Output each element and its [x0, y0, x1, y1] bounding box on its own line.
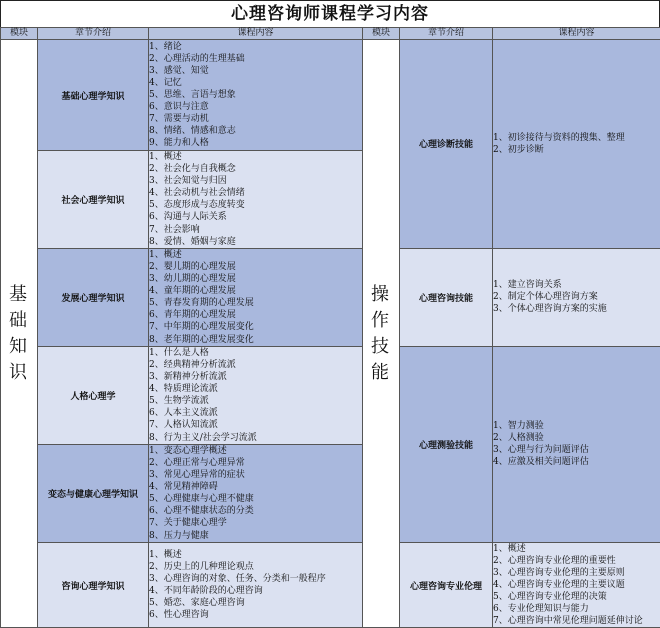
section-social-psychology: 社会心理学知识	[38, 151, 149, 249]
list-item: 2、历史上的几种理论观点	[149, 561, 362, 573]
list-item: 2、心理咨询专业伦理的重要性	[493, 555, 660, 567]
list-item: 3、心理与行为问题评估	[493, 444, 660, 456]
list-item: 6、性心理咨询	[149, 609, 362, 621]
list-item: 4、记忆	[149, 77, 362, 89]
content-professional-ethics	[493, 542, 660, 628]
section-personality-psychology: 人格心理学	[38, 346, 149, 444]
list-item: 3、心理咨询的对象、任务、分类和一般程序	[149, 573, 362, 585]
list-item: 8、老年期的心理发展变化	[149, 334, 362, 346]
module-operational-skills	[363, 40, 400, 628]
list-item: 6、心理不健康状态的分类	[149, 505, 362, 517]
list-item: 3、常见心理异常的症状	[149, 469, 362, 481]
list-item: 5、态度形成与态度转变	[149, 199, 362, 211]
header-section-right: 章节介绍	[400, 28, 493, 40]
list-item: 7、需要与动机	[149, 113, 362, 125]
list-item: 7、人格认知流派	[149, 419, 362, 431]
list-item: 3、社会知觉与归因	[149, 175, 362, 187]
list-item: 9、能力和人格	[149, 137, 362, 149]
list-item: 8、压力与健康	[149, 530, 362, 542]
list-item: 7、社会影响	[149, 224, 362, 236]
section-abnormal-health-psychology: 变态与健康心理学知识	[38, 444, 149, 542]
list-item: 6、青年期的心理发展	[149, 309, 362, 321]
list-item: 3、新精神分析流派	[149, 371, 362, 383]
list-item: 4、社会动机与社会情绪	[149, 187, 362, 199]
content-personality-psychology	[149, 346, 363, 444]
list-item: 2、心理活动的生理基础	[149, 53, 362, 65]
module-basic-knowledge	[1, 40, 38, 628]
section-diagnosis-skills: 心理诊断技能	[400, 40, 493, 249]
list-item: 6、沟通与人际关系	[149, 211, 362, 223]
content-social-psychology	[149, 151, 363, 249]
list-item: 1、概述	[149, 151, 362, 163]
list-item: 8、爱情、婚姻与家庭	[149, 236, 362, 248]
list-item: 6、人本主义流派	[149, 407, 362, 419]
list-item: 2、社会化与自我概念	[149, 163, 362, 175]
content-counseling-psychology	[149, 542, 363, 628]
header-section-left: 章节介绍	[38, 28, 149, 40]
content-developmental-psychology	[149, 248, 363, 346]
list-item: 1、建立咨询关系	[493, 279, 660, 291]
list-item: 1、概述	[149, 549, 362, 561]
list-item: 1、初诊接待与资料的搜集、整理	[493, 132, 660, 144]
content-counseling-skills	[493, 248, 660, 346]
list-item: 5、婚恋、家庭心理咨询	[149, 597, 362, 609]
list-item: 2、心理正常与心理异常	[149, 457, 362, 469]
list-item: 5、思维、言语与想象	[149, 89, 362, 101]
list-item: 4、常见精神障碍	[149, 481, 362, 493]
list-item: 3、感觉、知觉	[149, 65, 362, 77]
section-developmental-psychology: 发展心理学知识	[38, 248, 149, 346]
list-item: 3、心理咨询专业伦理的主要原则	[493, 567, 660, 579]
header-module-right: 模块	[363, 28, 400, 40]
section-testing-skills: 心理测验技能	[400, 346, 493, 542]
section-counseling-skills: 心理咨询技能	[400, 248, 493, 346]
section-professional-ethics: 心理咨询专业伦理	[400, 542, 493, 628]
module-basic-label: 基础知识	[9, 282, 29, 386]
module-skills-label: 操作技能	[371, 282, 391, 386]
list-item: 1、什么是人格	[149, 347, 362, 359]
list-item: 1、概述	[149, 249, 362, 261]
list-item: 5、生物学流派	[149, 395, 362, 407]
list-item: 2、制定个体心理咨询方案	[493, 291, 660, 303]
header-content-right: 课程内容	[493, 28, 660, 40]
list-item: 6、意识与注意	[149, 101, 362, 113]
list-item: 7、心理咨询中常见伦理问题延伸讨论	[493, 615, 660, 627]
list-item: 4、心理咨询专业伦理的主要议题	[493, 579, 660, 591]
list-item: 5、心理咨询专业伦理的决策	[493, 591, 660, 603]
list-item: 6、专业伦理知识与能力	[493, 603, 660, 615]
header-row	[1, 28, 660, 40]
content-diagnosis-skills	[493, 40, 660, 249]
list-item: 3、幼儿期的心理发展	[149, 273, 362, 285]
header-module-left: 模块	[1, 28, 38, 40]
list-item: 8、情绪、情感和意志	[149, 125, 362, 137]
list-item: 3、个体心理咨询方案的实施	[493, 303, 660, 315]
list-item: 5、青春发育期的心理发展	[149, 297, 362, 309]
list-item: 1、智力测验	[493, 420, 660, 432]
list-item: 4、特质理论流派	[149, 383, 362, 395]
list-item: 1、概述	[493, 543, 660, 555]
list-item: 1、绪论	[149, 41, 362, 53]
list-item: 4、应激及相关问题评估	[493, 456, 660, 468]
list-item: 2、婴儿期的心理发展	[149, 261, 362, 273]
list-item: 4、童年期的心理发展	[149, 285, 362, 297]
list-item: 7、中年期的心理发展变化	[149, 321, 362, 333]
section-basic-psychology: 基础心理学知识	[38, 40, 149, 151]
list-item: 2、经典精神分析流派	[149, 359, 362, 371]
list-item: 5、心理健康与心理不健康	[149, 493, 362, 505]
section-counseling-psychology: 咨询心理学知识	[38, 542, 149, 628]
list-item: 8、行为主义/社会学习流派	[149, 432, 362, 444]
list-item: 1、变态心理学概述	[149, 445, 362, 457]
content-abnormal-health-psychology	[149, 444, 363, 542]
list-item: 2、初步诊断	[493, 144, 660, 156]
list-item: 7、关于健康心理学	[149, 517, 362, 529]
header-content-left: 课程内容	[149, 28, 363, 40]
list-item: 2、人格测验	[493, 432, 660, 444]
content-basic-psychology	[149, 40, 363, 151]
page-title: 心理咨询师课程学习内容	[0, 0, 660, 27]
content-testing-skills	[493, 346, 660, 542]
list-item: 4、不同年龄阶段的心理咨询	[149, 585, 362, 597]
course-table	[0, 27, 660, 628]
